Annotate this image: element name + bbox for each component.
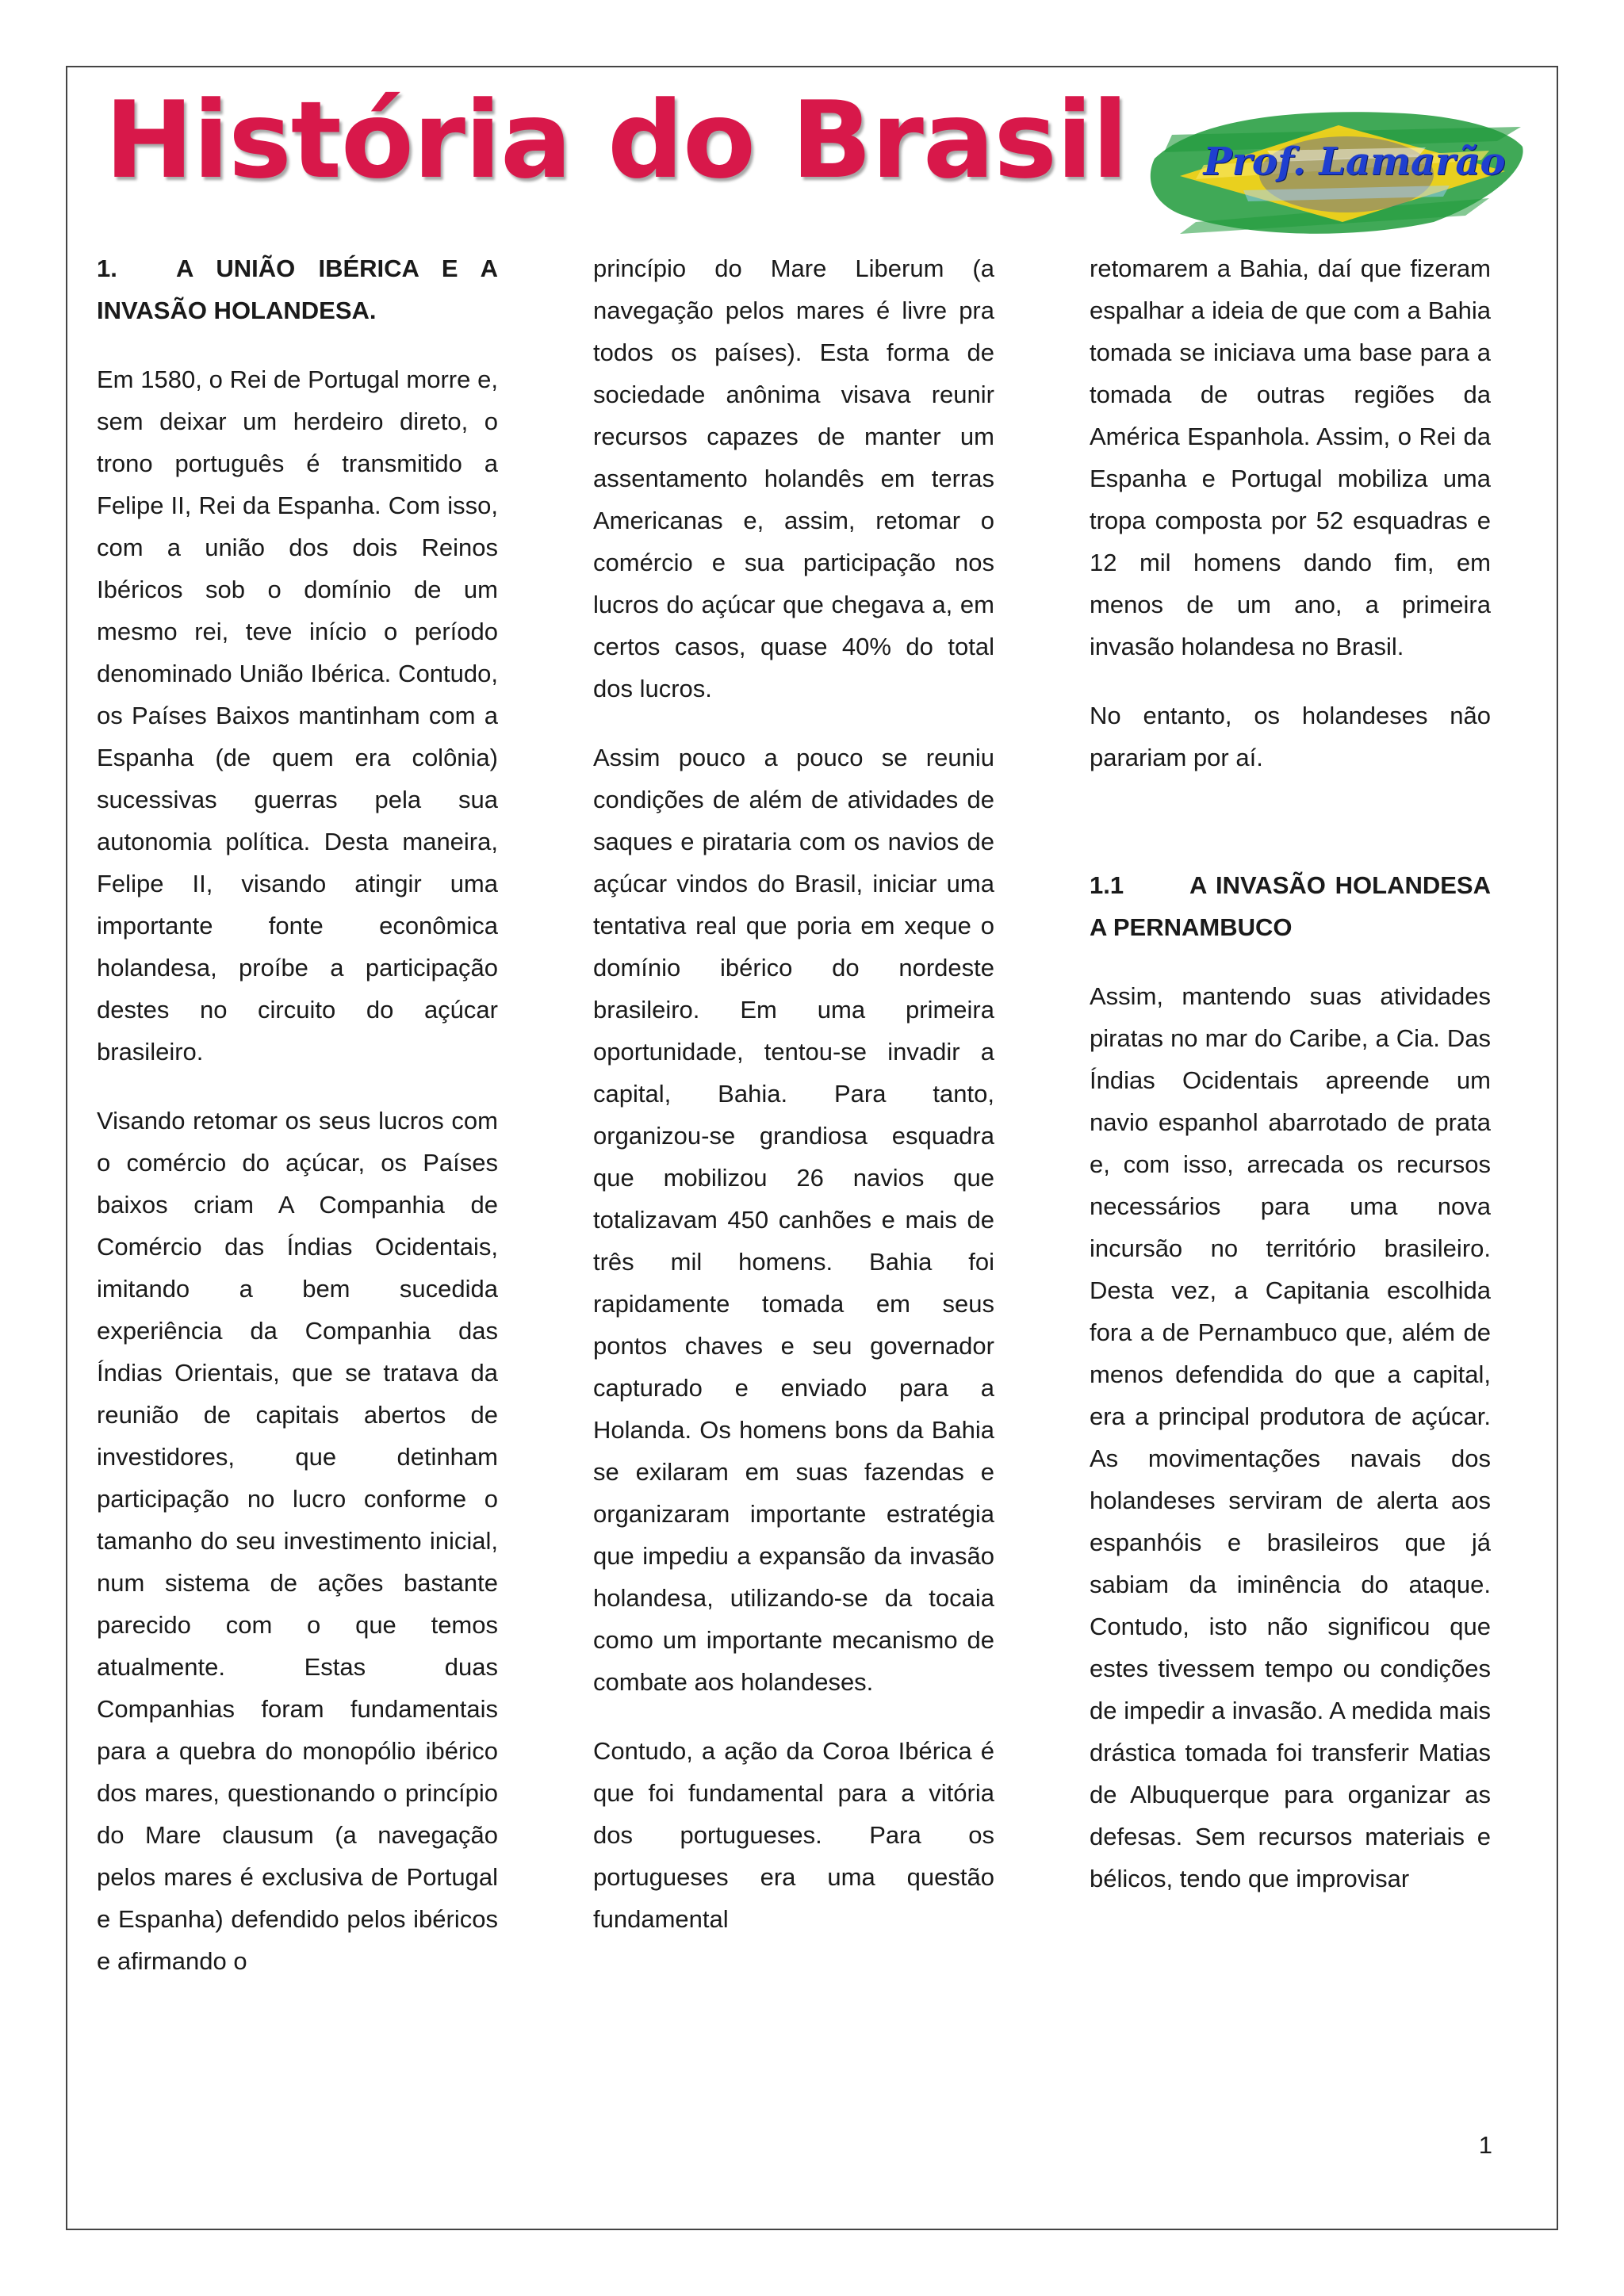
section-number: 1. xyxy=(97,254,117,282)
column-3 xyxy=(1090,247,1491,1927)
column-1 xyxy=(97,247,498,2009)
paragraph: Assim, mantendo suas atividades piratas no mar do Caribe, a Cia. Das Índias Ocidentais apreende um navio espanhol abarrotado de prata e, com isso, arrecada os recursos necessários para uma nova incursão no território brasileiro. Desta vez, a Capitania escolhida fora a de Pernambuco que, além de menos defendida do que a capital, era a principal produtora de açúcar. As movimentações navais dos holandeses serviram de alerta aos espanhóis e brasileiros que já sabiam da iminência do ataque. Contudo, isto não significou que estes tivessem tempo ou condições de impedir a invasão. A medida mais drástica tomada foi transferir Matias de Albuquerque para organizar as defesas. Sem recursos materiais e bélicos, tendo que improvisar xyxy=(1090,982,1491,1892)
subsection-number: 1.1 xyxy=(1090,871,1124,899)
subsection-heading xyxy=(1090,864,1491,948)
paragraph: Assim pouco a pouco se reuniu condições de além de atividades de saques e pirataria com os navios de açúcar vindos do Brasil, iniciar uma tentativa real que poria em xeque o domínio ibérico do nordeste brasileiro. Em uma primeira oportunidade, tentou-se invadir a capital, Bahia. Para tanto, organizou-se grandiosa esquadra que mobilizou 26 navios que totalizavam 450 canhões e mais de três mil homens. Bahia foi rapidamente tomada em seus pontos chaves e seu governador capturado e enviado para a Holanda. Os homens bons da Bahia se exilaram em suas fazendas e organizaram importante estratégia que impediu a expansão da invasão holandesa, utilizando-se da tocaia como um importante mecanismo de combate aos holandeses. xyxy=(593,744,994,1696)
paragraph: retomarem a Bahia, daí que fizeram espalhar a ideia de que com a Bahia tomada se iniciava uma base para a tomada de outras regiões da América Espanhola. Assim, o Rei da Espanha e Portugal mobiliza uma tropa composta por 52 esquadras e 12 mil homens dando fim, em menos de um ano, a primeira invasão holandesa no Brasil. xyxy=(1090,254,1491,660)
page-title: História do Brasil xyxy=(105,78,1128,202)
section-title: A UNIÃO IBÉRICA E A INVASÃO HOLANDESA. xyxy=(97,254,498,324)
paragraph: Visando retomar os seus lucros com o comércio do açúcar, os Países baixos criam A Companhia de Comércio das Índias Ocidentais, imitando a bem sucedida experiência da Companhia das Índias Orientais, que se tratava da reunião de capitais abertos de investidores, que detinham participação no lucro conforme o tamanho do seu investimento inicial, num sistema de ações bastante parecido com o que temos atualmente. Estas duas Companhias foram fundamentais para a quebra do monopólio ibérico dos mares, questionando o princípio do Mare clausum (a navegação pelos mares é exclusiva de Portugal e Espanha) defendido pelos ibéricos e afirmando o xyxy=(97,1107,498,1975)
column-2 xyxy=(593,247,994,1967)
paragraph: Em 1580, o Rei de Portugal morre e, sem deixar um herdeiro direto, o trono português é transmitido a Felipe II, Rei da Espanha. Com isso, com a união dos dois Reinos Ibéricos sob o domínio de um mesmo rei, teve início o período denominado União Ibérica. Contudo, os Países Baixos mantinham com a Espanha (de quem era colônia) sucessivas guerras pela sua autonomia política. Desta maneira, Felipe II, visando atingir uma importante fonte econômica holandesa, proíbe a participação destes no circuito do açúcar brasileiro. xyxy=(97,365,498,1066)
page-number: 1 xyxy=(1478,2131,1492,2159)
paragraph: Contudo, a ação da Coroa Ibérica é que foi fundamental para a vitória dos portugueses. Para os portugueses era uma questão fundamental xyxy=(593,1737,994,1933)
logo-text: Prof. Lamarão xyxy=(1203,140,1506,184)
subsection-title: A INVASÃO HOLANDESA A PERNAMBUCO xyxy=(1090,871,1491,941)
paragraph: princípio do Mare Liberum (a navegação pelos mares é livre pra todos os países). Esta forma de sociedade anônima visava reunir recursos capazes de manter um assentamento holandês em terras Americanas e, assim, retomar o comércio e sua participação nos lucros do açúcar que chegava a, em certos casos, quase 40% do total dos lucros. xyxy=(593,254,994,702)
author-logo xyxy=(1148,103,1529,242)
section-heading xyxy=(97,247,498,331)
paragraph: No entanto, os holandeses não parariam por aí. xyxy=(1090,702,1491,771)
